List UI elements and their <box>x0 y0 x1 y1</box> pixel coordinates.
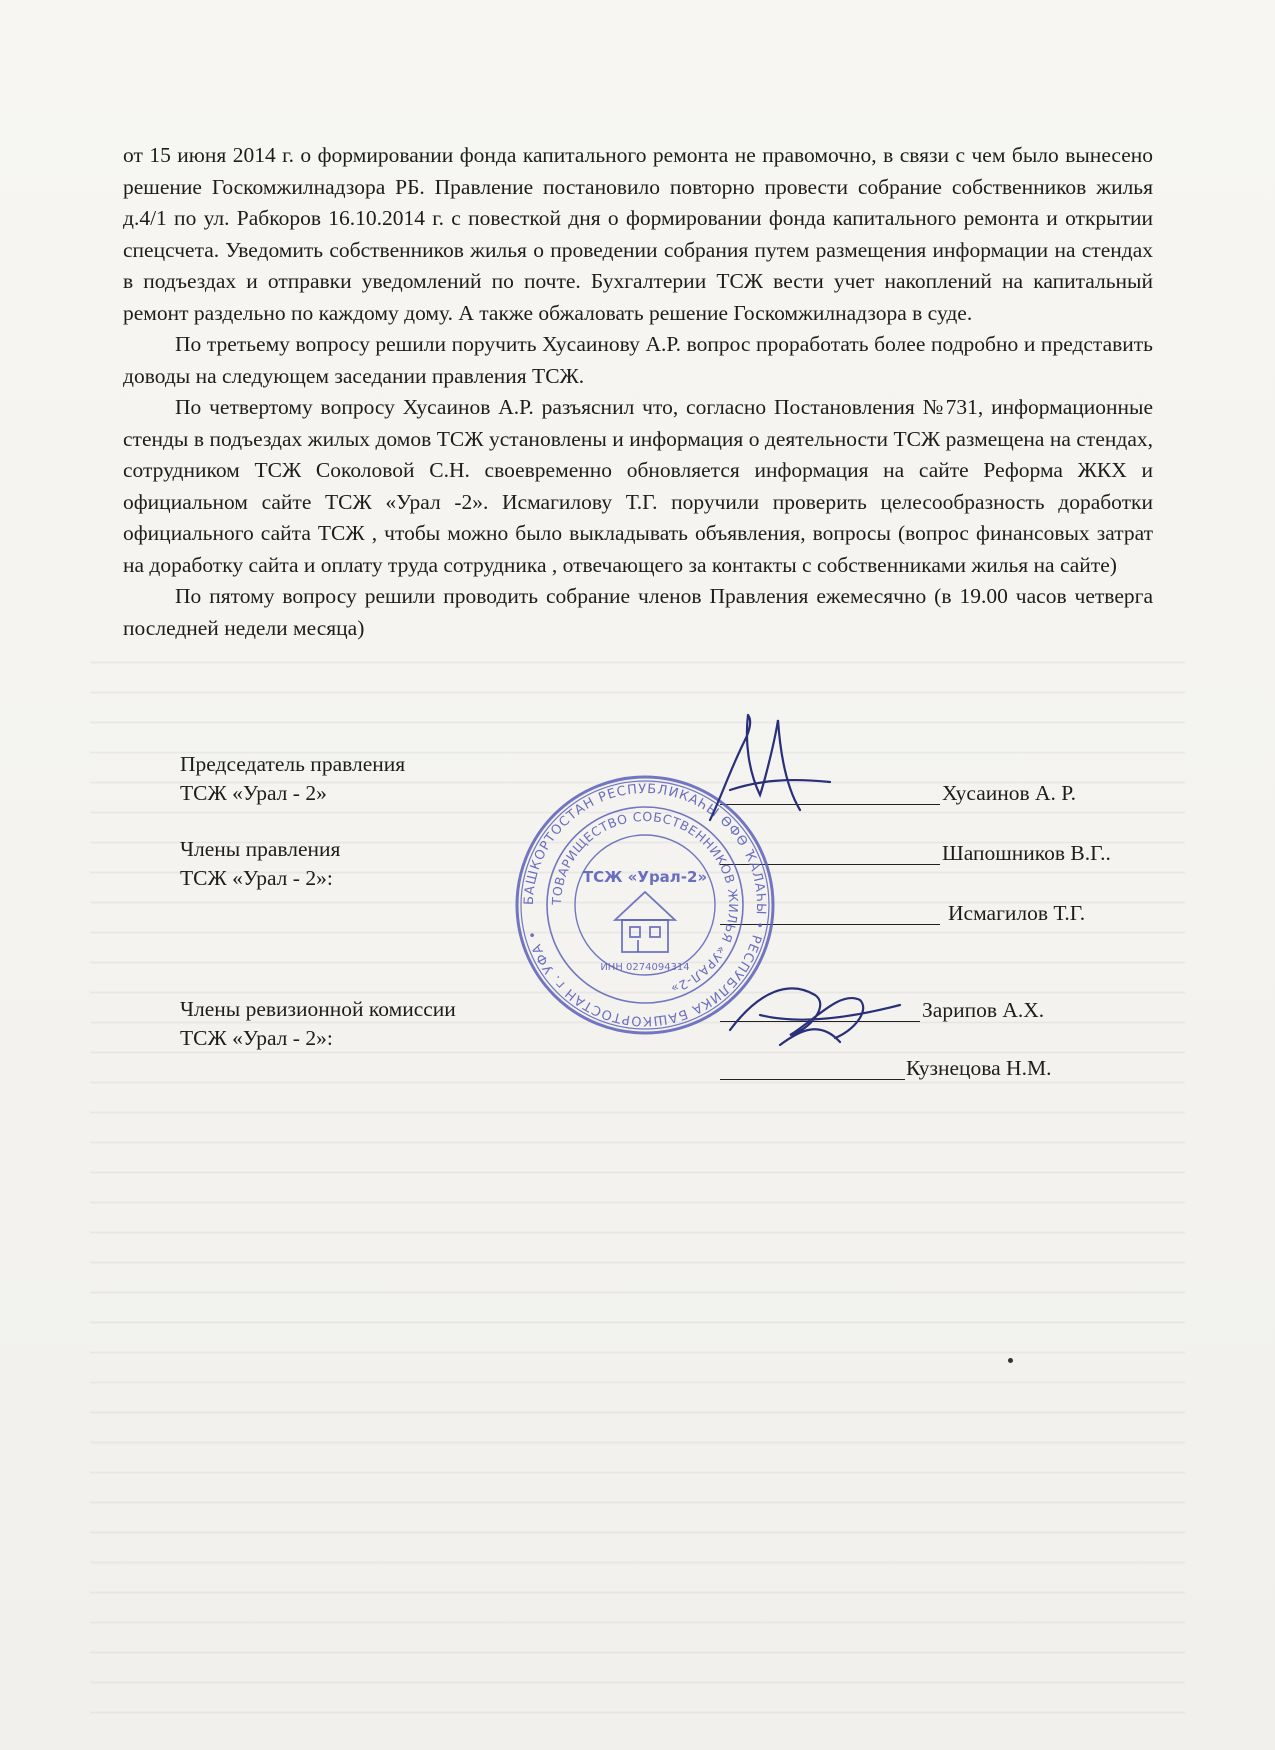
board-member-1-name: Шапошников В.Г.. <box>942 841 1111 865</box>
audit-member-2-name: Кузнецова Н.М. <box>906 1056 1052 1080</box>
house-emblem-icon <box>615 892 675 952</box>
paragraph-question-4: По четвертому вопросу Хусаинов А.Р. разъяснил что, согласно Постановления №731, информационные стенды в подъездах жилых домов ТСЖ установлены и информация о деятельности ТСЖ размещена на стендах, сотрудником ТСЖ Соколовой С.Н. своевременно обновляется информация на сайте Реформа ЖКХ и официальном сайте ТСЖ «Урал -2». Исмагилову Т.Г. поручили проверить целесообразность доработки официального сайта ТСЖ , чтобы можно было выкладывать объявления, вопросы (вопрос финансовых затрат на доработку сайта и оплату труда сотрудника , отвечающего за контакты с собственниками жилья на сайте) <box>123 395 1153 577</box>
stamp-outer-text: БАШКОРТОСТАН РЕСПУБЛИКАҺЫ ӨФӨ ҠАЛАҺЫ • РЕСПУБЛИКА БАШКОРТОСТАН г. УФА • <box>521 781 769 1029</box>
chairman-name: Хусаинов А. Р. <box>942 781 1076 805</box>
audit-signature-icon <box>720 960 910 1070</box>
board-title: Члены правления <box>180 837 341 861</box>
stamp-inn: ИНН 0274094314 <box>600 962 690 973</box>
audit-member-2-signature-line <box>720 1079 905 1080</box>
ink-speck <box>1008 1358 1013 1363</box>
board-org: ТСЖ «Урал - 2»: <box>180 866 333 890</box>
audit-org: ТСЖ «Урал - 2»: <box>180 1026 333 1050</box>
audit-member-1-name: Зарипов А.Х. <box>922 998 1045 1022</box>
paragraph-question-3: По третьему вопросу решили поручить Хусаинову А.Р. вопрос проработать более подробно и представить доводы на следующем заседании правления ТСЖ. <box>123 332 1153 388</box>
stamp-center-text: ТСЖ «Урал-2» <box>582 868 708 886</box>
chairman-signature-icon <box>690 700 840 840</box>
chairman-org: ТСЖ «Урал - 2» <box>180 781 327 805</box>
paragraph-capital-repair: от 15 июня 2014 г. о формировании фонда капитального ремонта не правомочно, в связи с чем было вынесено решение Госкомжилнадзора РБ. Правление постановило повторно провести собрание собственников жилья д.4/1 по ул. Рабкоров 16.10.2014 г. с повесткой дня о формировании фонда капитального ремонта и открытии спецсчета. Уведомить собственников жилья о проведении собрания путем размещения информации на стендах в подъездах и отправки уведомлений по почте. Бухгалтерии ТСЖ вести учет накоплений на капитальный ремонт раздельно по каждому дому. А также обжаловать решение Госкомжилнадзора в суде. <box>123 143 1153 325</box>
audit-title: Члены ревизионной комиссии <box>180 997 456 1021</box>
board-member-2-name: Исмагилов Т.Г. <box>948 901 1086 925</box>
paragraph-question-5: По пятому вопросу решили проводить собрание членов Правления ежемесячно (в 19.00 часов четверга последней недели месяца) <box>123 584 1153 640</box>
chairman-title: Председатель правления <box>180 752 406 776</box>
stamp-inner-text: ТОВАРИЩЕСТВО СОБСТВЕННИКОВ ЖИЛЬЯ «УРАЛ-2» <box>548 808 742 997</box>
body-text <box>123 140 1153 644</box>
